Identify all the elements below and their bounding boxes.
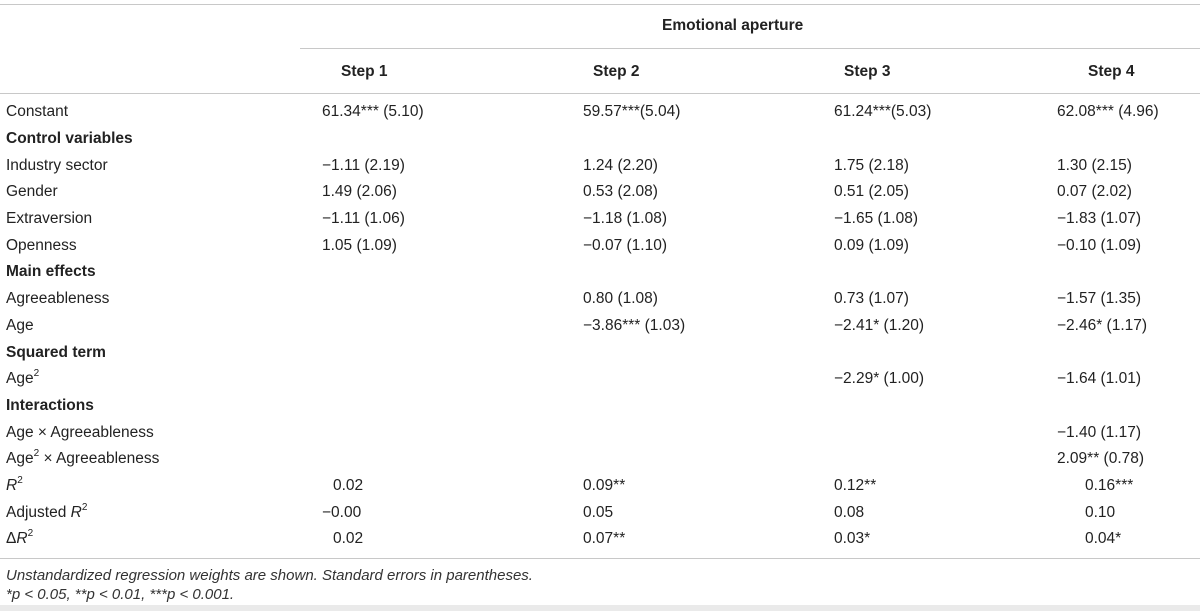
cell: −1.40 (1.17): [1057, 424, 1142, 441]
bottom-rule: [0, 558, 1200, 559]
cell: 0.02: [333, 477, 364, 494]
cell: −0.10 (1.09): [1057, 237, 1142, 254]
cell: −1.57 (1.35): [1057, 290, 1142, 307]
cell: 0.07**: [583, 530, 626, 547]
cell: 1.05 (1.09): [322, 237, 397, 254]
cell: 0.53 (2.08): [583, 183, 658, 200]
row-label-age-squared-x-agreeableness: Age$^2$ × Agreeableness: [6, 447, 160, 467]
cell: −2.41* (1.20): [834, 317, 925, 334]
cell: −1.83 (1.07): [1057, 210, 1142, 227]
row-label-industry-sector: Industry sector: [6, 157, 108, 174]
column-header-step-1: Step 1: [341, 63, 388, 80]
column-header-step-4: Step 4: [1088, 63, 1135, 80]
cell: −2.29* (1.00): [834, 370, 925, 387]
cell: 2.09** (0.78): [1057, 450, 1145, 467]
cell: −3.86*** (1.03): [583, 317, 686, 334]
cell: 1.30 (2.15): [1057, 157, 1132, 174]
top-rule: [0, 4, 1200, 5]
cell: 0.73 (1.07): [834, 290, 909, 307]
cell: −1.65 (1.08): [834, 210, 919, 227]
row-label-extraversion: Extraversion: [6, 210, 93, 227]
cell: 0.10: [1085, 504, 1116, 521]
cell: 62.08*** (4.96): [1057, 103, 1159, 120]
group-header-rule: [300, 48, 1200, 49]
cell: 1.49 (2.06): [322, 183, 397, 200]
cell: 0.02: [333, 530, 364, 547]
row-label-r-squared: $R^2$: [6, 474, 23, 494]
cell: −1.11 (2.19): [322, 157, 405, 174]
cell: 0.09**: [583, 477, 626, 494]
cell: 61.24***(5.03): [834, 103, 932, 120]
row-label-agreeableness: Agreeableness: [6, 290, 110, 307]
column-header-step-2: Step 2: [593, 63, 640, 80]
cell: −2.46* (1.17): [1057, 317, 1148, 334]
cell: 1.75 (2.18): [834, 157, 909, 174]
cell: −0.07 (1.10): [583, 237, 668, 254]
cell: 0.51 (2.05): [834, 183, 909, 200]
section-squared-term: Squared term: [6, 344, 106, 361]
cell: 0.09 (1.09): [834, 237, 909, 254]
row-label-delta-r-squared: $\Delta R^2$: [6, 527, 34, 547]
row-label-age: Age: [6, 317, 34, 334]
cell: 1.24 (2.20): [583, 157, 658, 174]
cell: 0.04*: [1085, 530, 1122, 547]
cell: 0.07 (2.02): [1057, 183, 1132, 200]
table-footnote-2: *p < 0.05, **p < 0.01, ***p < 0.001.: [6, 586, 235, 603]
header-rule: [0, 93, 1200, 94]
cell: −1.64 (1.01): [1057, 370, 1142, 387]
row-label-openness: Openness: [6, 237, 77, 254]
row-label-age-x-agreeableness: Age × Agreeableness: [6, 424, 154, 441]
row-label-constant: Constant: [6, 103, 69, 120]
table-footnote-1: Unstandardized regression weights are shown. Standard errors in parentheses.: [6, 567, 533, 584]
section-main-effects: Main effects: [6, 263, 96, 280]
cell: 0.03*: [834, 530, 871, 547]
cell: 0.05: [583, 504, 614, 521]
cell: 61.34*** (5.10): [322, 103, 424, 120]
row-label-gender: Gender: [6, 183, 58, 200]
cell: 0.80 (1.08): [583, 290, 658, 307]
section-control-variables: Control variables: [6, 130, 133, 147]
row-label-adjusted-r-squared: Adjusted $R^2$: [6, 501, 88, 521]
cell: 0.16***: [1085, 477, 1134, 494]
cell: 0.12**: [834, 477, 877, 494]
cell: −1.18 (1.08): [583, 210, 668, 227]
group-header: Emotional aperture: [662, 17, 804, 34]
cell: −0.00: [322, 504, 362, 521]
cell: −1.11 (1.06): [322, 210, 405, 227]
column-header-step-3: Step 3: [844, 63, 891, 80]
cell: 0.08: [834, 504, 865, 521]
row-label-age-squared: Age$^2$: [6, 367, 40, 387]
section-interactions: Interactions: [6, 397, 94, 414]
cell: 59.57***(5.04): [583, 103, 681, 120]
